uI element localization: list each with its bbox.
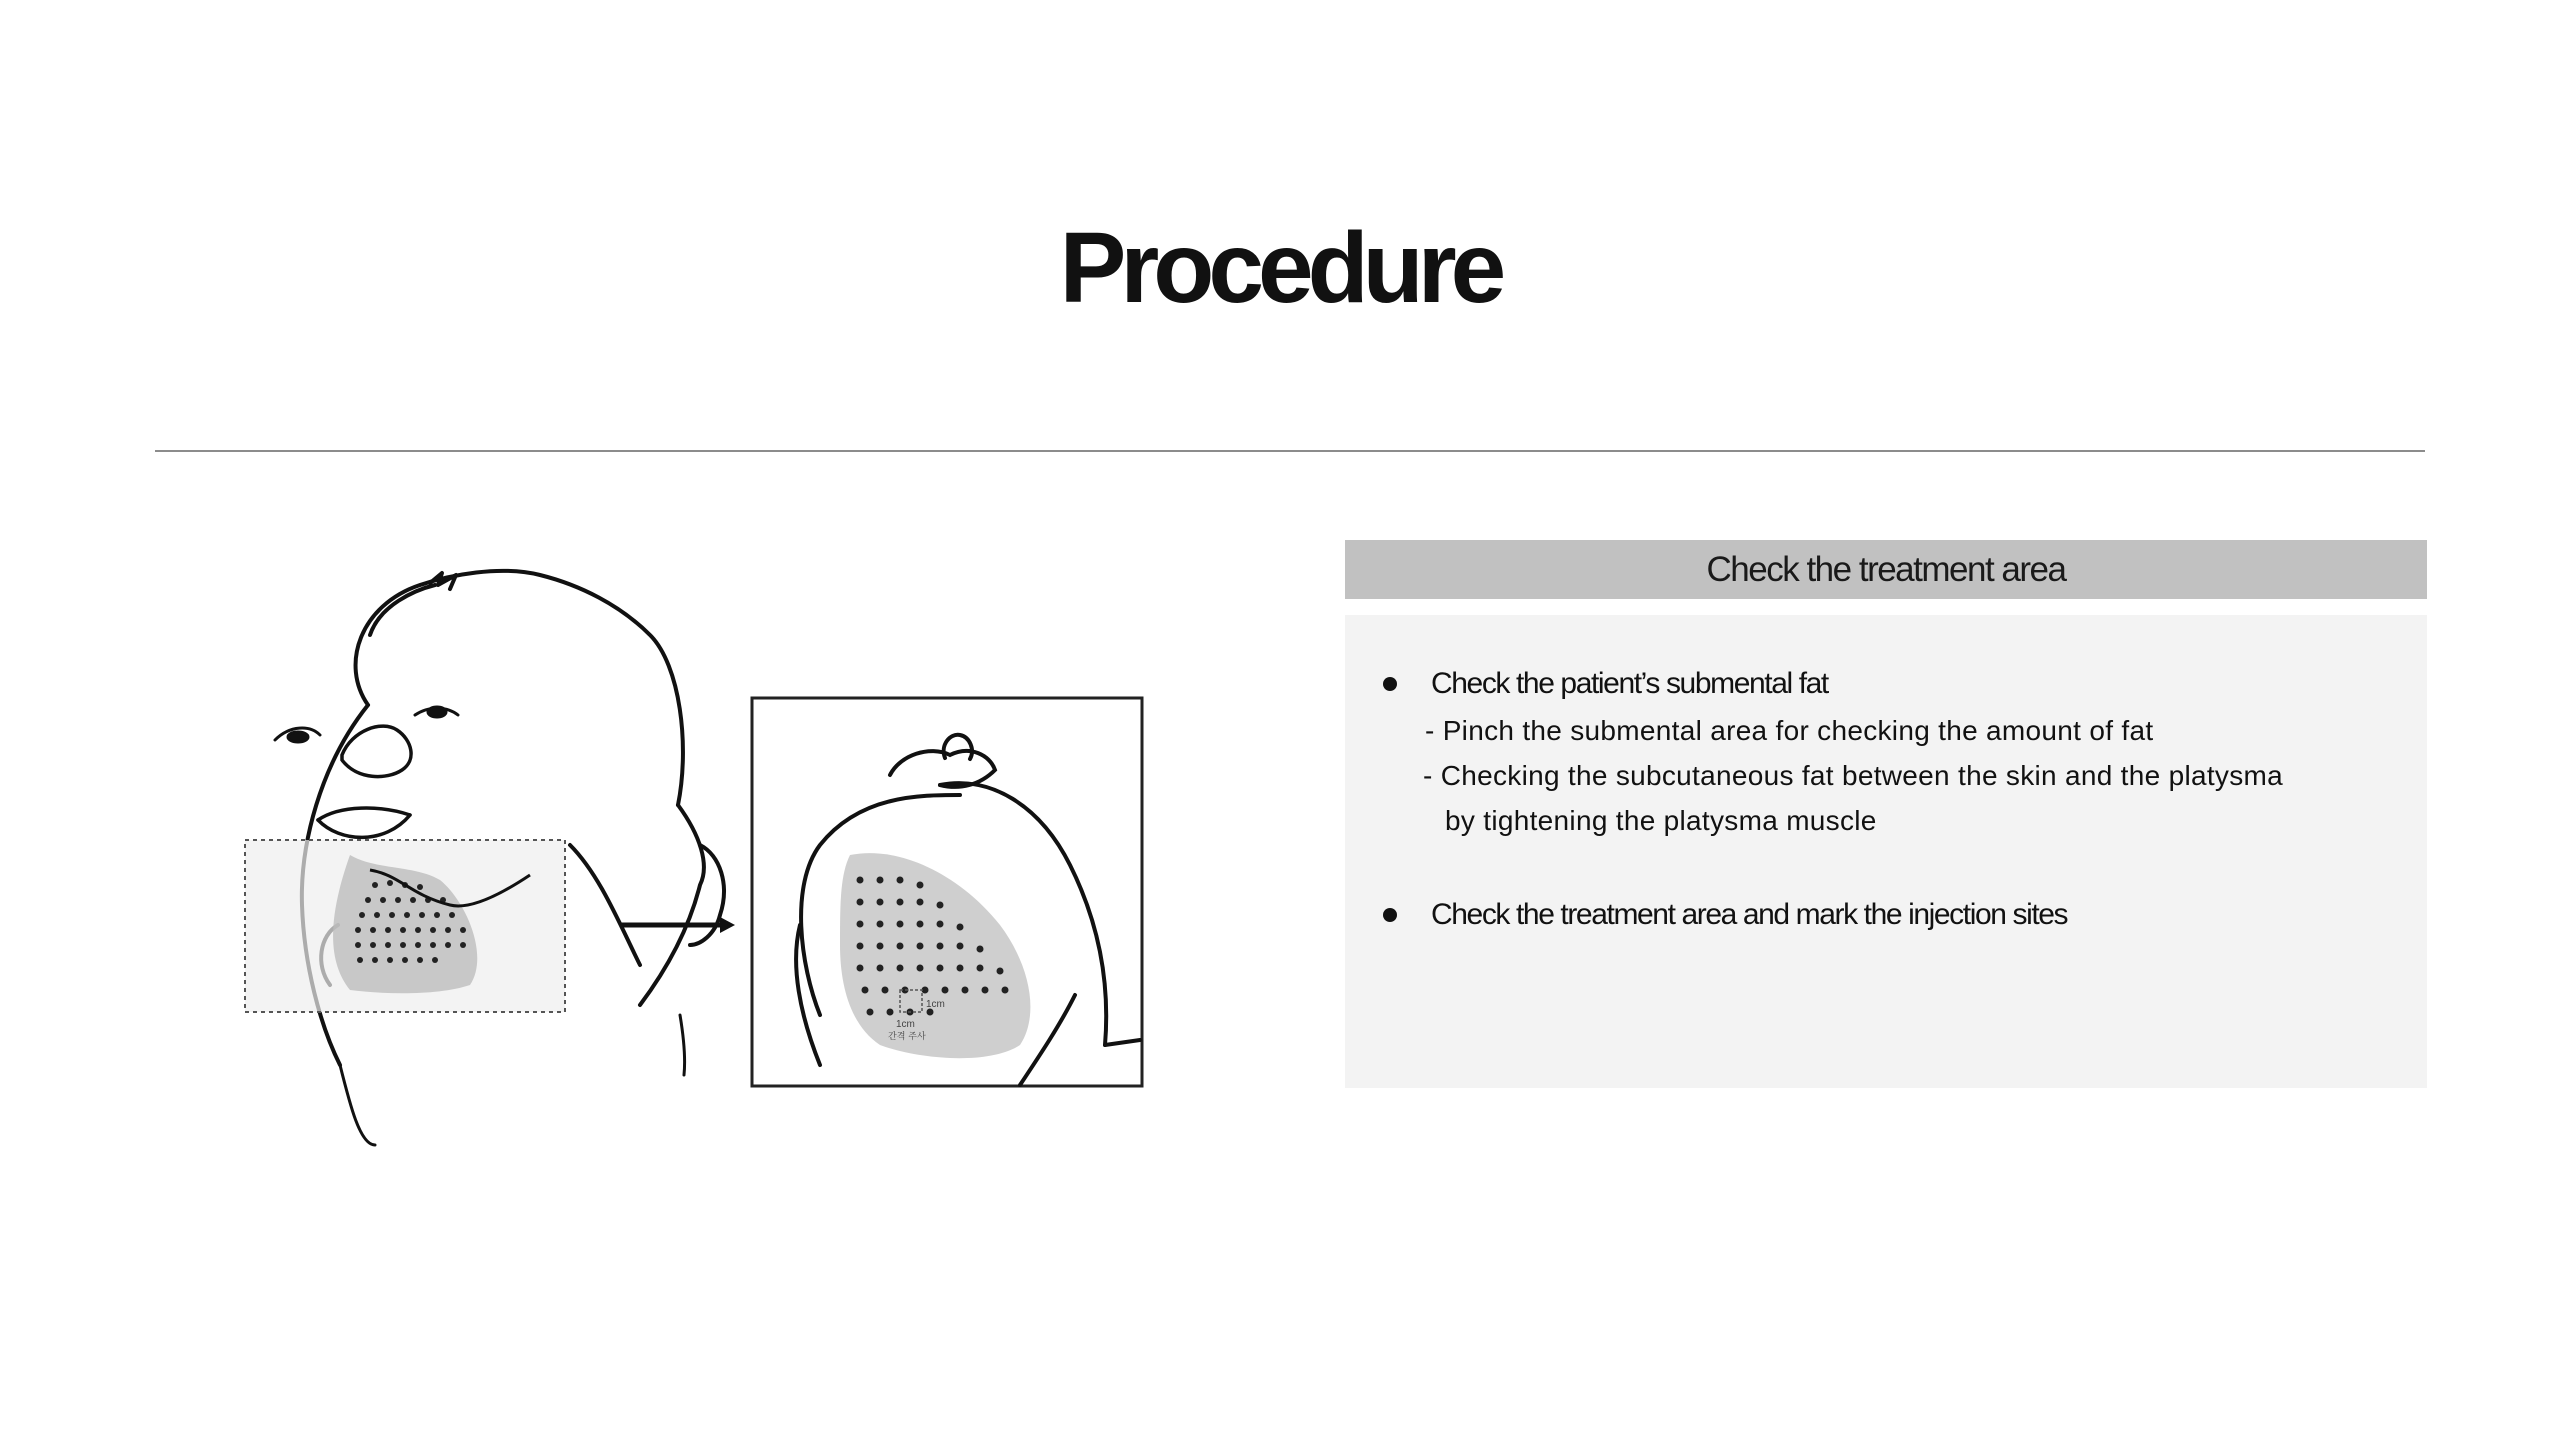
bullet-item — [1383, 898, 2067, 932]
bullet-text: Check the treatment area and mark the injection sites — [1431, 898, 2068, 931]
scale-label-side: 1cm — [926, 999, 945, 1010]
bullet-text: Check the patient’s submental fat — [1431, 667, 1828, 700]
sub-item: - Checking the subcutaneous fat between the skin and the platysma — [1423, 760, 2284, 791]
panel-header: Check the treatment area — [1345, 540, 2427, 599]
sub-item: - Pinch the submental area for checking the amount of fat — [1425, 715, 2154, 746]
bullet-dot-icon — [1383, 908, 1397, 922]
sub-item: by tightening the platysma muscle — [1445, 805, 1877, 836]
panel-body — [1345, 615, 2427, 1088]
korean-label: 간격 주사 — [888, 1032, 926, 1042]
scale-label-bottom: 1cm — [896, 1019, 915, 1030]
page-title: Procedure — [1059, 212, 1501, 324]
divider — [155, 450, 2425, 452]
bullet-item — [1383, 667, 1828, 701]
bullet-dot-icon — [1383, 677, 1397, 691]
facial-features — [275, 707, 458, 837]
submental-illustration — [200, 545, 1160, 1165]
face-diagram — [200, 545, 1160, 1165]
